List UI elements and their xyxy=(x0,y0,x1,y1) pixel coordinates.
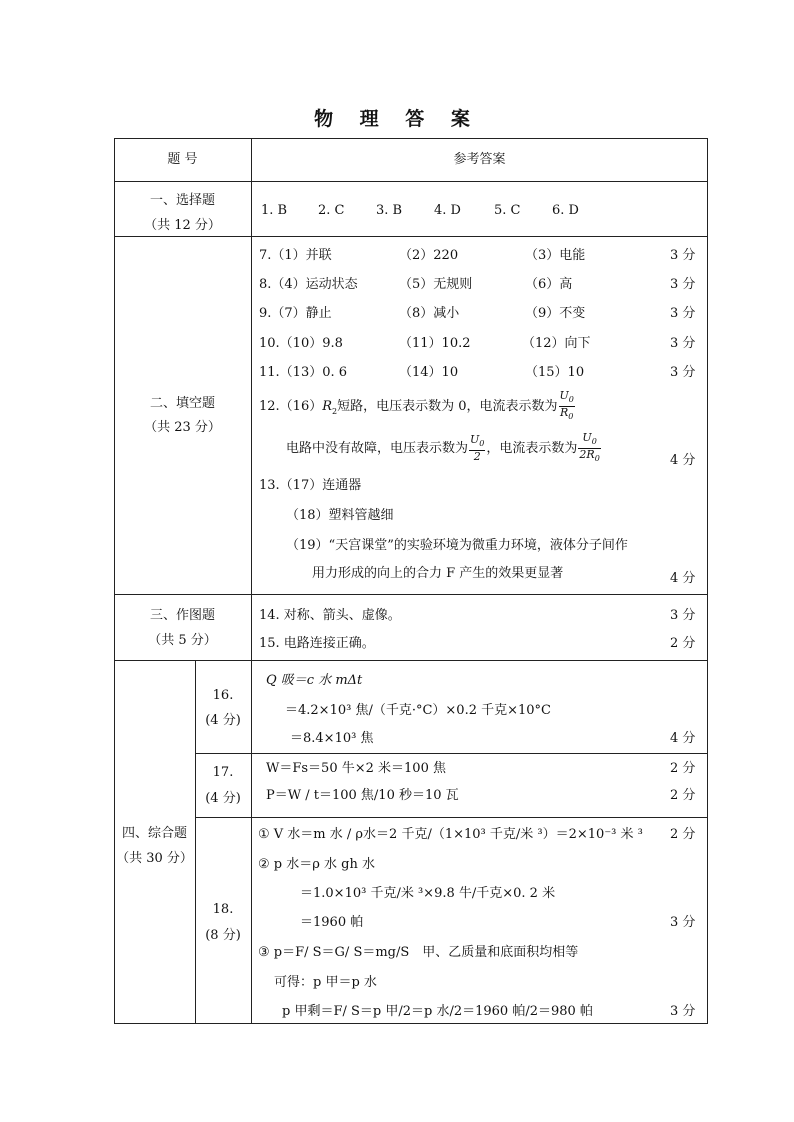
section-points: （共 5 分） xyxy=(148,633,217,648)
q13-answer: 13.（17）连通器 xyxy=(259,478,362,493)
fill-answer: （12）向下 xyxy=(522,336,591,351)
q12-line1 xyxy=(259,390,576,425)
row-divider xyxy=(114,660,708,661)
row-divider xyxy=(114,236,708,237)
mc-answer: 1. B xyxy=(261,203,288,218)
fill-answer: （14）10 xyxy=(399,365,459,380)
score: 3 分 xyxy=(670,306,696,321)
score: 3 分 xyxy=(670,915,696,930)
fill-answer: （6）高 xyxy=(525,277,573,292)
score: 2 分 xyxy=(670,827,696,842)
q18-line: ② p 水＝ρ 水 gh 水 xyxy=(258,857,375,872)
q12-text: 短路，电压表示数为 0，电流表示数为 xyxy=(337,399,558,415)
row-divider xyxy=(195,753,708,754)
fraction-u0-2r0: $\frac{U_0}{2R_0}$ xyxy=(579,431,600,464)
q16-number: 16. xyxy=(212,688,234,703)
r2-symbol: R xyxy=(322,399,333,415)
fill-answer: 10.（10）9.8 xyxy=(259,336,343,351)
q14-answer: 14. 对称、箭头、虚像。 xyxy=(259,608,401,623)
q13-answer: （18）塑料管越细 xyxy=(286,508,394,523)
score: 2 分 xyxy=(670,636,696,651)
score: 3 分 xyxy=(670,277,696,292)
q18-line: p 甲剩＝F/ S＝p 甲/2＝p 水/2＝1960 帕/2＝980 帕 xyxy=(282,1004,593,1019)
fill-answer: （5）无规则 xyxy=(399,277,473,292)
r2-subscript: 2 xyxy=(332,406,338,416)
q13-answer: （19）“天宫课堂”的实验环境为微重力环境，液体分子间作 xyxy=(286,538,628,553)
col-divider xyxy=(251,138,252,1024)
q18-number: 18. xyxy=(212,902,234,917)
header-number: 题 号 xyxy=(167,152,198,167)
q18-line: 可得：p 甲＝p 水 xyxy=(274,975,377,990)
section-points: （共 12 分） xyxy=(144,218,221,233)
q17-points: (4 分) xyxy=(205,791,241,806)
q17-line: P＝W / t＝100 焦/10 秒＝10 瓦 xyxy=(266,788,459,803)
fill-answer: （2）220 xyxy=(399,248,459,263)
section-points: （共 30 分） xyxy=(116,851,193,866)
q18-line: ③ p＝F/ S＝G/ S＝mg/S 甲、乙质量和底面积均相等 xyxy=(258,945,579,960)
q18-points: (8 分) xyxy=(205,928,241,943)
q12-line2 xyxy=(286,432,602,465)
q16-line: ＝4.2×10³ 焦/（千克·°C）×0.2 千克×10°C xyxy=(285,703,551,718)
fill-answer: 11.（13）0. 6 xyxy=(259,365,348,380)
fill-answer: （3）电能 xyxy=(525,248,586,263)
q12-text3: ，电流表示数为 xyxy=(486,441,578,457)
section-points: （共 23 分） xyxy=(144,420,221,435)
q12-prefix: 12.（16） xyxy=(259,399,323,415)
row-divider xyxy=(195,817,708,818)
row-divider xyxy=(114,181,708,182)
score: 3 分 xyxy=(670,608,696,623)
mc-answer: 2. C xyxy=(318,203,345,218)
fill-answer: （15）10 xyxy=(525,365,585,380)
row-divider xyxy=(114,594,708,595)
header-answer: 参考答案 xyxy=(453,152,506,167)
q16-points: (4 分) xyxy=(205,713,241,728)
q18-line: ＝1960 帕 xyxy=(300,915,364,930)
mc-answer: 4. D xyxy=(434,203,461,218)
fill-answer: 8.（4）运动状态 xyxy=(259,277,358,292)
score: 3 分 xyxy=(670,248,696,263)
q16-line: ＝8.4×10³ 焦 xyxy=(290,731,374,746)
score: 3 分 xyxy=(670,336,696,351)
q18-line: ＝1.0×10³ 千克/米 ³×9.8 牛/千克×0. 2 米 xyxy=(300,886,556,901)
q16-line: Q 吸＝c 水 mΔt xyxy=(266,673,363,688)
q17-number: 17. xyxy=(212,765,234,780)
q15-answer: 15. 电路连接正确。 xyxy=(259,636,375,651)
score: 4 分 xyxy=(670,731,696,746)
score: 4 分 xyxy=(670,571,696,586)
fill-answer: 7.（1）并联 xyxy=(259,248,332,263)
score: 2 分 xyxy=(670,788,696,803)
mc-answer: 6. D xyxy=(552,203,579,218)
q17-line: W＝Fs＝50 牛×2 米＝100 焦 xyxy=(266,761,446,776)
section-name: 二、填空题 xyxy=(149,396,215,411)
q18-line: ① V 水＝m 水 / ρ水＝2 千克/（1×10³ 千克/米 ³）＝2×10⁻³ 米 ³ xyxy=(258,827,643,842)
fill-answer: 9.（7）静止 xyxy=(259,306,332,321)
fill-answer: （9）不变 xyxy=(525,306,586,321)
score: 3 分 xyxy=(670,1004,696,1019)
fraction-u0-r0: $\frac{U_0}{R_0}$ xyxy=(559,389,574,422)
section-name: 一、选择题 xyxy=(149,193,215,208)
score: 3 分 xyxy=(670,365,696,380)
q12-text2: 电路中没有故障，电压表示数为 xyxy=(286,441,469,457)
mc-answer: 5. C xyxy=(494,203,521,218)
q13-answer: 用力形成的向上的合力 F 产生的效果更显著 xyxy=(312,566,564,581)
score: 4 分 xyxy=(670,453,696,468)
score: 2 分 xyxy=(670,761,696,776)
page-title: 物 理 答 案 xyxy=(314,108,480,130)
section-name: 四、综合题 xyxy=(121,826,187,841)
fill-answer: （8）减小 xyxy=(399,306,460,321)
section-name: 三、作图题 xyxy=(149,608,215,623)
mc-answer: 3. B xyxy=(376,203,403,218)
fill-answer: （11）10.2 xyxy=(399,336,471,351)
fraction-u0-2: $\frac{U_0}{2}$ xyxy=(470,433,485,464)
